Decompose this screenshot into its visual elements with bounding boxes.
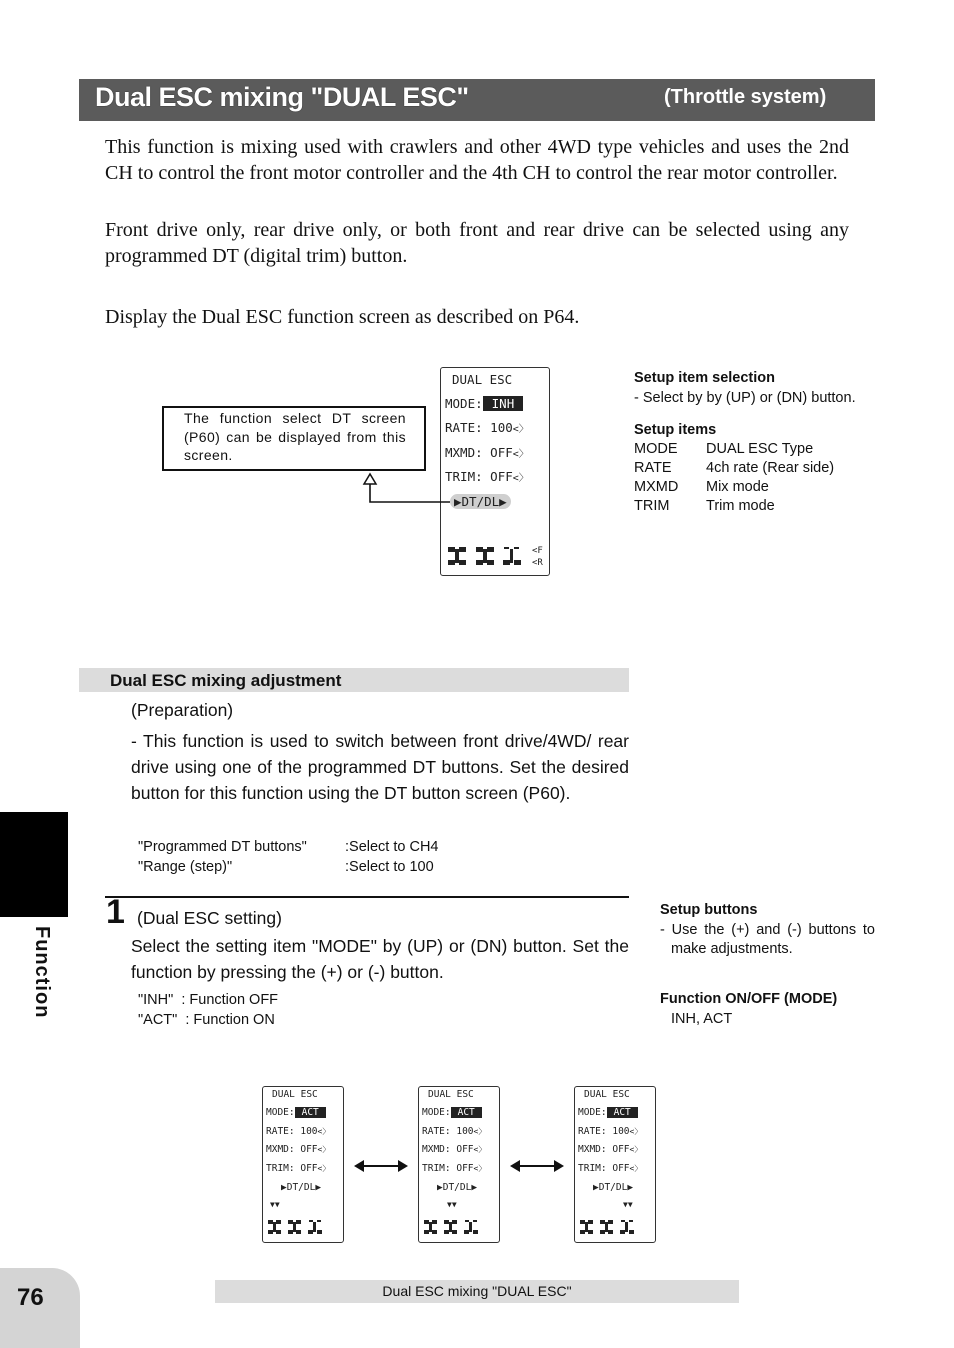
side-tab [0, 812, 68, 917]
step-options: "INH" : Function OFF "ACT" : Function ON [138, 992, 279, 1028]
callout-text: The function select DT screen (P60) can be displayed from this screen. [184, 410, 406, 463]
lcd-title: DUAL ESC [452, 372, 513, 387]
setup-selection-title: Setup item selection [634, 370, 776, 386]
intro-paragraph-1: This function is mixing used with crawlers and other 4WD type vehicles and uses the 2nd CH to control the front motor controller and the 4th CH to control the rear motor controller. [105, 136, 849, 184]
small-lcd-screen-3: DUAL ESC MODE: ACT RATE: 100<〉 MXMD: OFF<〉 TRIM: OFF<〉 ▶DT/DL▶ ▼▼ [574, 1086, 656, 1243]
lcd-mxmd-row: MXMD: OFF<〉 [445, 445, 529, 460]
page-title: Dual ESC mixing "DUAL ESC" [95, 82, 469, 112]
step-title: (Dual ESC setting) [137, 908, 282, 928]
drive-mode-icons [446, 544, 544, 570]
drive-mode-icons [267, 1218, 339, 1238]
lcd-rate-row: RATE: 100<〉 [445, 420, 529, 435]
lcd-trim-row: TRIM: OFF<〉 [445, 469, 529, 484]
step-number: 1 [106, 893, 125, 931]
page-subtitle: (Throttle system) [664, 86, 827, 108]
intro-paragraph-2: Front drive only, rear drive only, or both front and rear drive can be selected using any programmed DT (digital trim) button. [105, 219, 849, 267]
setup-item-row: RATE 4ch rate (Rear side) [634, 460, 835, 476]
preparation-text: - This function is used to switch between front drive/4WD/ rear drive using one of the programmed DT buttons. Set the desired button for this function using the DT button screen (P60). [131, 731, 629, 803]
footer-text: Dual ESC mixing "DUAL ESC" [382, 1283, 572, 1299]
front-label: <F [532, 546, 543, 556]
rear-label: <R [532, 558, 543, 568]
settings-list: "Programmed DT buttons" :Select to CH4 "Range (step)" :Select to 100 [138, 839, 439, 875]
page-number: 76 [17, 1284, 44, 1311]
setup-item-row: TRIM Trim mode [634, 498, 775, 514]
setup-item-row: MODE DUAL ESC Type [634, 441, 814, 457]
function-onoff-title: Function ON/OFF (MODE) [660, 991, 838, 1007]
setup-buttons-title: Setup buttons [660, 902, 758, 918]
dt-dl-button[interactable]: ▶DT/DL▶ [450, 494, 511, 509]
double-arrow-icon [352, 1157, 410, 1175]
lcd-mode-row: MODE: INH [445, 396, 523, 411]
setup-items-title: Setup items [634, 422, 717, 438]
setup-selection-text: - Select by by (UP) or (DN) button. [634, 390, 856, 406]
side-tab-label: Function [31, 926, 53, 1019]
setup-buttons-text: - Use the (+) and (-) buttons to make adjustments. [660, 922, 875, 957]
small-lcd-screen-1: DUAL ESC MODE: ACT RATE: 100<〉 MXMD: OFF<〉 TRIM: OFF<〉 ▶DT/DL▶ ▼▼ [262, 1086, 344, 1243]
drive-mode-icons [579, 1218, 651, 1238]
callout-connector [360, 470, 460, 510]
step-divider [105, 896, 629, 898]
setup-buttons-info [660, 901, 875, 1029]
section-title: Dual ESC mixing adjustment [110, 671, 342, 690]
step-text: Select the setting item "MODE" by (UP) or (DN) button. Set the function by pressing the (+) or (-) button. [131, 936, 629, 982]
preparation-label: (Preparation) [131, 700, 234, 720]
small-lcd-screen-2: DUAL ESC MODE: ACT RATE: 100<〉 MXMD: OFF<〉 TRIM: OFF<〉 ▶DT/DL▶ ▼▼ [418, 1086, 500, 1243]
drive-indicator: ▼▼ [623, 1200, 633, 1209]
setup-item-row: MXMD Mix mode [634, 479, 769, 495]
drive-indicator: ▼▼ [447, 1200, 457, 1209]
drive-indicator: ▼▼ [270, 1200, 280, 1209]
drive-mode-icons [423, 1218, 495, 1238]
intro-paragraph-3: Display the Dual ESC function screen as described on P64. [105, 306, 580, 328]
setup-info [634, 369, 874, 516]
function-onoff-values: INH, ACT [671, 1011, 733, 1027]
double-arrow-icon [508, 1157, 566, 1175]
